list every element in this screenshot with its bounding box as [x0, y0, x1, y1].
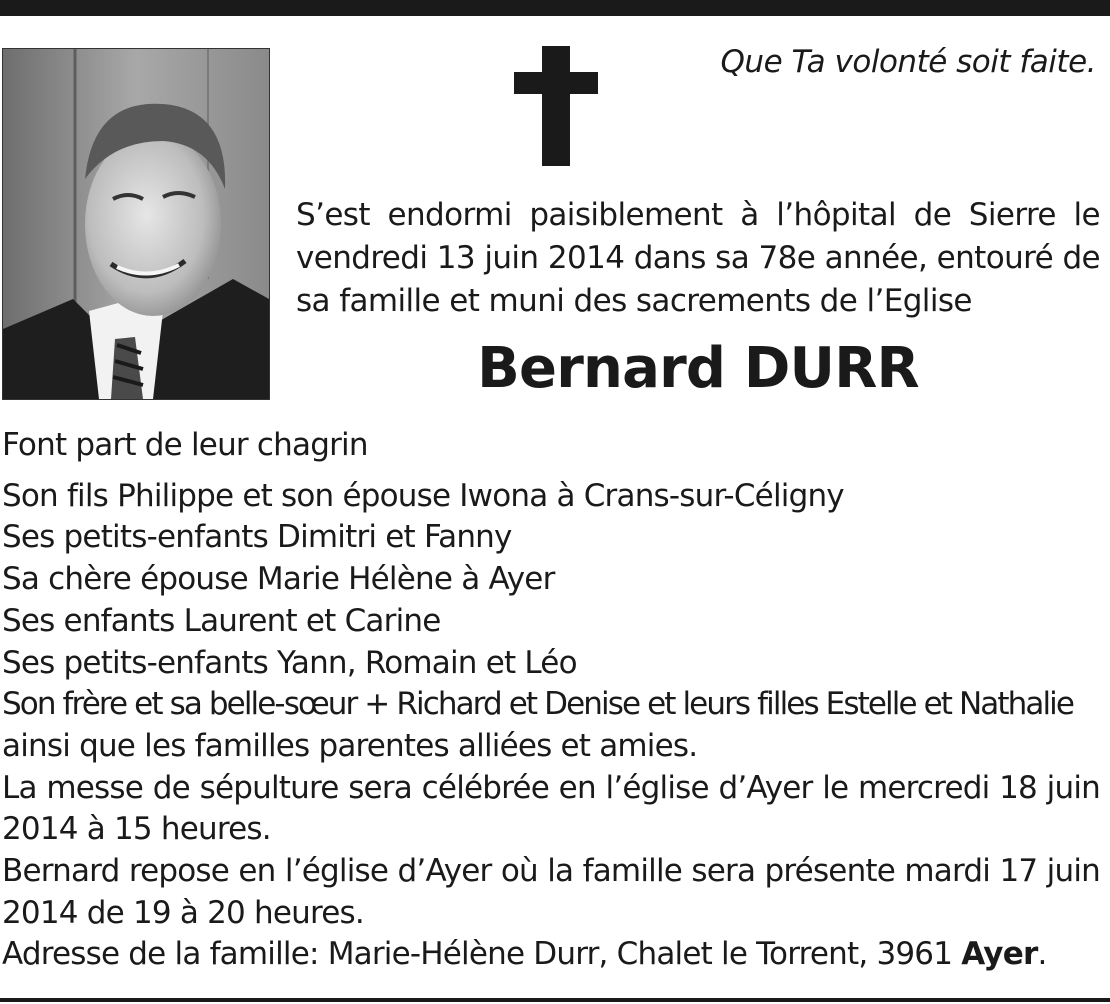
address-end: . — [1037, 936, 1047, 973]
announcement-line: Font part de leur chagrin — [2, 427, 368, 463]
intro-line: sa famille et muni des sacrements de l’Eglise — [296, 283, 972, 319]
family-line: Ses enfants Laurent et Carine — [2, 602, 441, 639]
ceremony-line: La messe de sépulture sera célébrée en l’église d’Ayer le mercredi 18 juin — [2, 769, 1100, 806]
death-announcement-paragraph — [296, 194, 1100, 323]
address-text: Adresse de la famille: Marie-Hélène Durr, Chalet le Torrent, 3961 — [2, 936, 962, 973]
motto-text: Que Ta volonté soit faite. — [720, 44, 1096, 80]
ceremony-line: 2014 de 19 à 20 heures. — [2, 894, 364, 931]
family-line: Ses petits-enfants Dimitri et Fanny — [2, 519, 512, 556]
family-address-line — [2, 934, 1100, 976]
ceremony-line: Bernard repose en l’église d’Ayer où la famille sera présente mardi 17 juin — [2, 853, 1100, 890]
portrait-photo — [2, 48, 270, 400]
intro-line: vendredi 13 juin 2014 dans sa 78e année, entouré de — [296, 240, 1100, 276]
family-line: Ses petits-enfants Yann, Romain et Léo — [2, 644, 577, 681]
top-border-bar — [0, 0, 1110, 16]
deceased-name-heading: Bernard DURR — [477, 336, 919, 401]
family-line: ainsi que les familles parentes alliées et amies. — [2, 727, 698, 764]
family-line: Son frère et sa belle-sœur + Richard et Denise et leurs filles Estelle et Nathalie — [2, 686, 1074, 723]
obituary-body — [2, 425, 1100, 976]
latin-cross-icon — [514, 46, 598, 166]
portrait-photo-image — [3, 49, 269, 399]
bottom-border-rule — [0, 998, 1110, 1002]
family-line: Sa chère épouse Marie Hélène à Ayer — [2, 561, 555, 598]
intro-line: S’est endormi paisiblement à l’hôpital de Sierre le — [296, 197, 1100, 233]
address-town: Ayer — [961, 936, 1038, 973]
ceremony-line: 2014 à 15 heures. — [2, 811, 271, 848]
family-line: Son fils Philippe et son épouse Iwona à Crans-sur-Céligny — [2, 477, 844, 514]
